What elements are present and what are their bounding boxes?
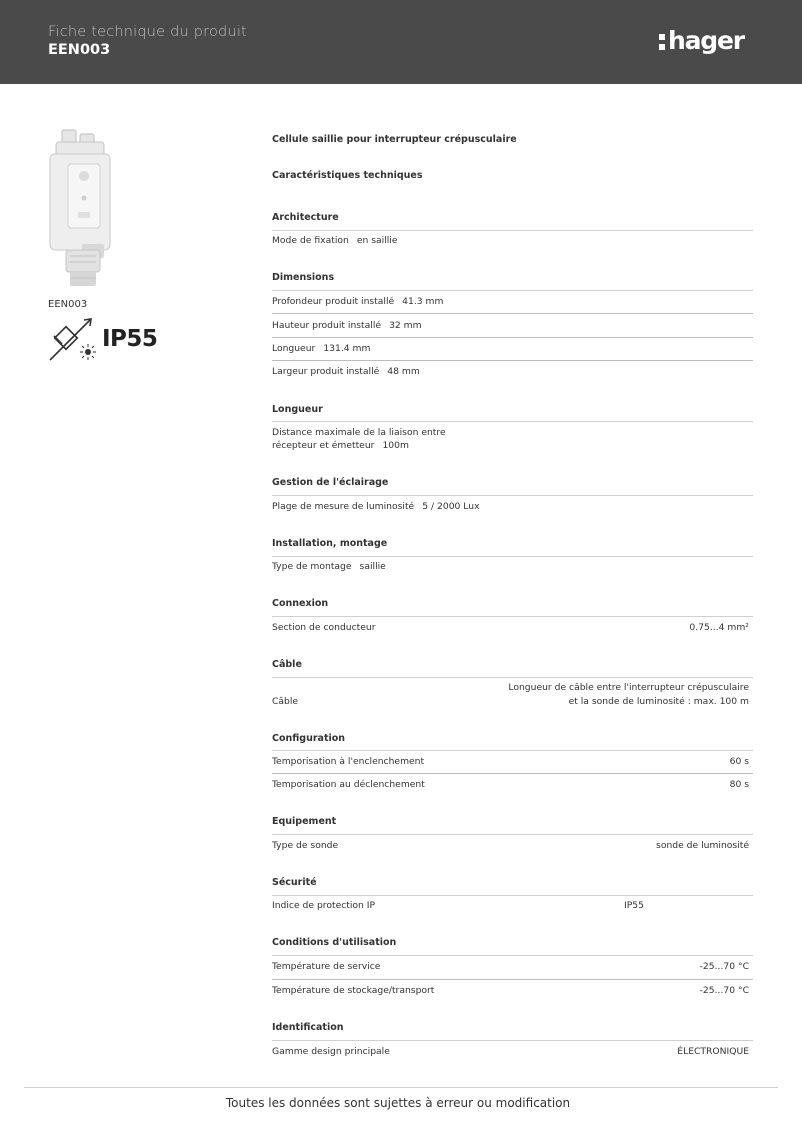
section-heading-eclairage: Gestion de l'éclairage <box>272 477 389 488</box>
product-code-label: EEN003 <box>48 299 88 310</box>
logo-wordmark: hager <box>668 26 744 55</box>
footer-disclaimer: Toutes les données sont sujettes à erreur ou modification <box>225 1096 571 1110</box>
section-heading-securite: Sécurité <box>272 877 317 888</box>
section-divider <box>272 495 753 496</box>
section-heading-utilisation: Conditions d'utilisation <box>272 937 397 948</box>
spec-row: Longueur 131.4 mm <box>272 343 371 354</box>
section-divider <box>272 230 753 231</box>
spec-row: Distance maximale de la liaison entre récepteur et émetteur 100m <box>272 427 446 451</box>
section-divider <box>272 290 753 291</box>
section-divider <box>272 616 753 617</box>
specs-heading: Caractéristiques techniques <box>272 170 423 181</box>
section-heading-longueur: Longueur <box>272 404 323 415</box>
product-title: Cellule saillie pour interrupteur crépusculaire <box>272 134 517 145</box>
spec-row: Largeur produit installé 48 mm <box>272 366 420 377</box>
row-divider <box>272 360 753 361</box>
section-divider <box>272 955 753 956</box>
product-image <box>48 128 114 290</box>
section-heading-connexion: Connexion <box>272 598 329 609</box>
section-heading-cable: Câble <box>272 659 302 670</box>
row-divider <box>272 773 753 774</box>
section-heading-architecture: Architecture <box>272 212 339 223</box>
footer-divider <box>24 1087 778 1088</box>
row-divider <box>272 337 753 338</box>
header-product-code: EEN003 <box>48 42 111 58</box>
spec-row: Type de montage saillie <box>272 561 386 572</box>
section-divider <box>272 421 753 422</box>
section-divider <box>272 895 753 896</box>
page-header <box>0 0 802 84</box>
ip-rating-label: IP55 <box>102 326 158 352</box>
section-divider <box>272 1040 753 1041</box>
spec-row: Mode de fixation en saillie <box>272 235 398 246</box>
logo-dots-icon <box>659 30 666 56</box>
section-divider <box>272 556 753 557</box>
spec-row: Hauteur produit installé 32 mm <box>272 320 422 331</box>
header-subtitle: Fiche technique du produit <box>48 24 247 40</box>
section-heading-configuration: Configuration <box>272 733 346 744</box>
row-divider <box>272 313 753 314</box>
hager-logo <box>659 24 744 60</box>
row-divider <box>272 979 753 980</box>
section-heading-equipement: Equipement <box>272 816 337 827</box>
section-divider <box>272 834 753 835</box>
section-divider <box>272 750 753 751</box>
section-heading-dimensions: Dimensions <box>272 272 335 283</box>
section-heading-identification: Identification <box>272 1022 344 1033</box>
section-divider <box>272 677 753 678</box>
spec-row: Profondeur produit installé 41.3 mm <box>272 296 444 307</box>
section-heading-installation: Installation, montage <box>272 538 388 549</box>
spec-row: Câble Longueur de câble entre l'interrupteur crépusculaire et la sonde de luminosité : max. 100 m <box>272 682 749 707</box>
spec-row: Plage de mesure de luminosité 5 / 2000 Lux <box>272 501 480 512</box>
